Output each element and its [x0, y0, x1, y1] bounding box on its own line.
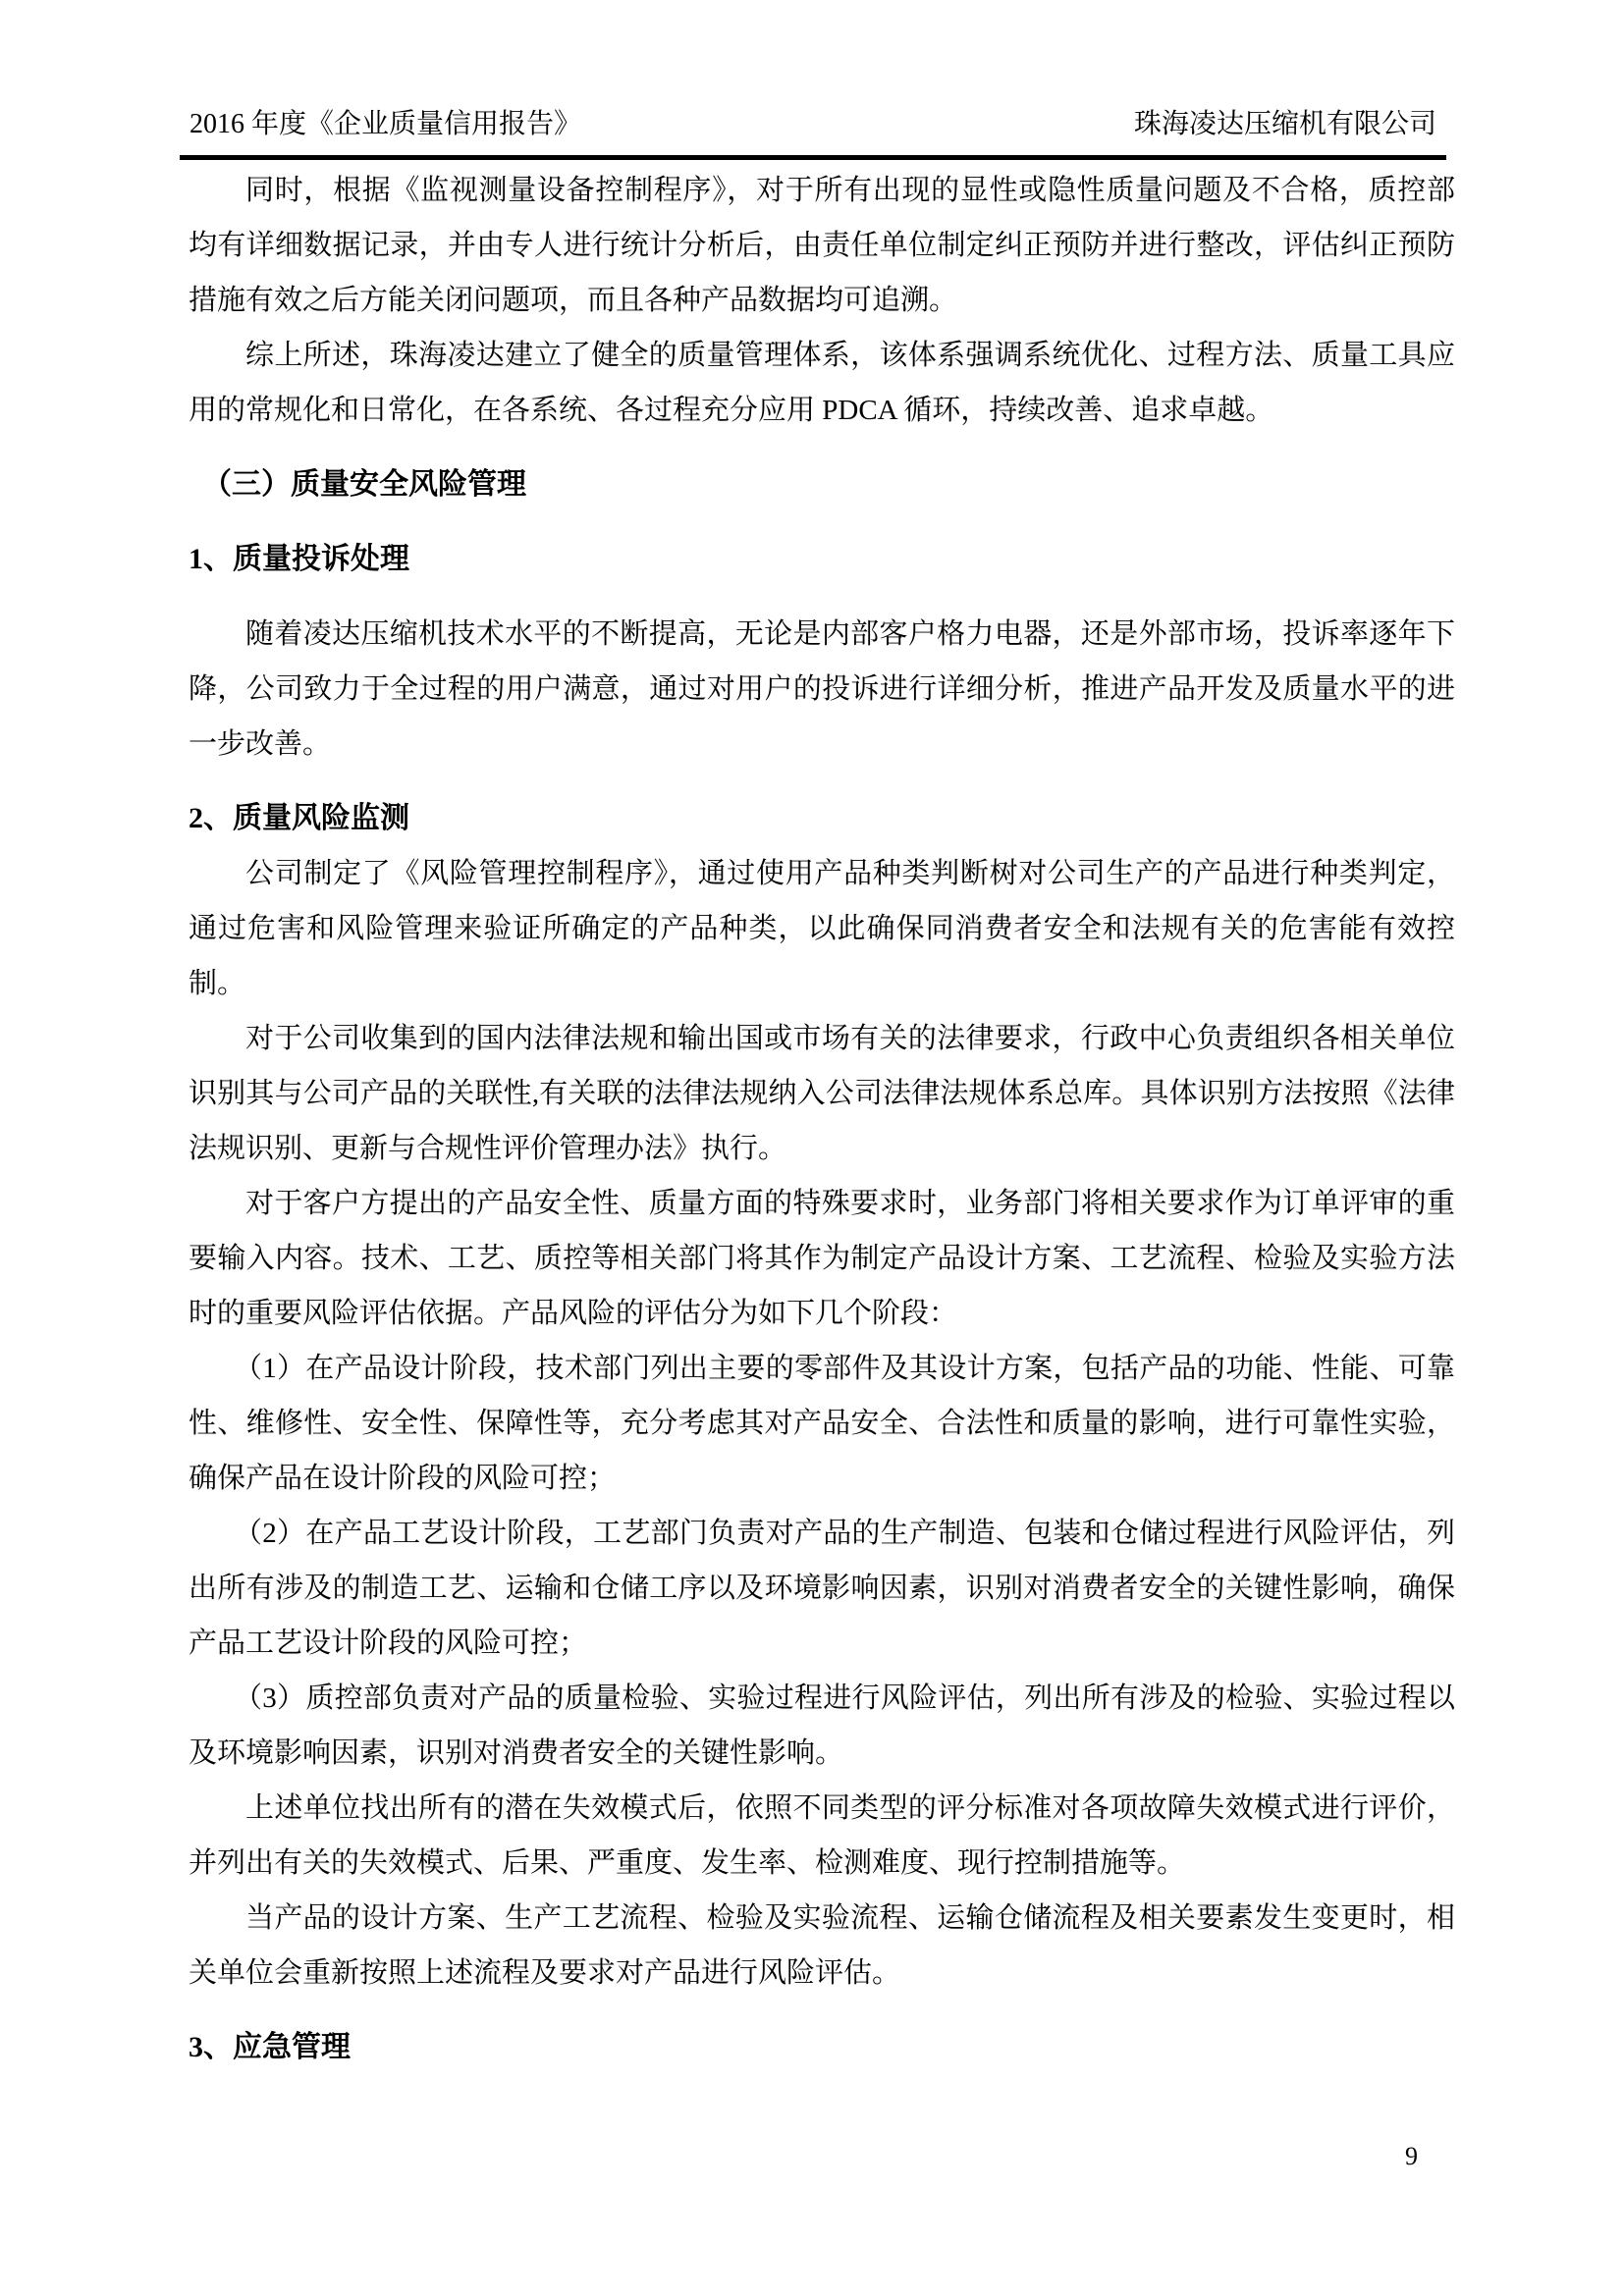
- paragraph: 同时，根据《监视测量设备控制程序》，对于所有出现的显性或隐性质量问题及不合格，质控部均有详细数据记录，并由专人进行统计分析后，由责任单位制定纠正预防并进行整改，评估纠正预防措施有效之后方能关闭问题项，而且各种产品数据均可追溯。: [189, 175, 1455, 316]
- page-number: 9: [1405, 2142, 1418, 2170]
- page-header: [180, 110, 1446, 160]
- paragraph: 综上所述，珠海凌达建立了健全的质量管理体系，该体系强调系统优化、过程方法、质量工具应用的常规化和日常化，在各系统、各过程充分应用 PDCA 循环，持续改善、追求卓越。: [189, 340, 1455, 426]
- paragraph: 随着凌达压缩机技术水平的不断提高，无论是内部客户格力电器，还是外部市场，投诉率逐年下降，公司致力于全过程的用户满意，通过对用户的投诉进行详细分析，推进产品开发及质量水平的进一步改善。: [189, 618, 1455, 760]
- paragraph: 上述单位找出所有的潜在失效模式后，依照不同类型的评分标准对各项故障失效模式进行评价，并列出有关的失效模式、后果、严重度、发生率、检测难度、现行控制措施等。: [189, 1792, 1455, 1879]
- list-paragraph: （1）在产品设计阶段，技术部门列出主要的零部件及其设计方案，包括产品的功能、性能、可靠性、维修性、安全性、保障性等，充分考虑其对产品安全、合法性和质量的影响，进行可靠性实验，确保产品在设计阶段的风险可控；: [189, 1353, 1455, 1494]
- subsection-heading: 2、质量风险监测: [189, 802, 409, 834]
- document-body: [189, 163, 1455, 2095]
- section-heading: （三）质量安全风险管理: [202, 468, 526, 501]
- subsection-heading: 1、质量投诉处理: [189, 543, 409, 575]
- paragraph: 对于客户方提出的产品安全性、质量方面的特殊要求时，业务部门将相关要求作为订单评审的重要输入内容。技术、工艺、质控等相关部门将其作为制定产品设计方案、工艺流程、检验及实验方法时的重要风险评估依据。产品风险的评估分为如下几个阶段：: [189, 1188, 1455, 1329]
- paragraph: 对于公司收集到的国内法律法规和输出国或市场有关的法律要求，行政中心负责组织各相关单位识别其与公司产品的关联性,有关联的法律法规纳入公司法律法规体系总库。具体识别方法按照《法律法规识别、更新与合规性评价管理办法》执行。: [189, 1023, 1455, 1164]
- header-company-name: 珠海凌达压缩机有限公司: [1133, 109, 1436, 139]
- paragraph: 当产品的设计方案、生产工艺流程、检验及实验流程、运输仓储流程及相关要素发生变更时，相关单位会重新按照上述流程及要求对产品进行风险评估。: [189, 1902, 1455, 1989]
- list-paragraph: （3）质控部负责对产品的质量检验、实验过程进行风险评估，列出所有涉及的检验、实验过程以及环境影响因素，识别对消费者安全的关键性影响。: [189, 1682, 1455, 1769]
- header-report-title: 2016 年度《企业质量信用报告》: [189, 109, 582, 139]
- paragraph: 公司制定了《风险管理控制程序》，通过使用产品种类判断树对公司生产的产品进行种类判定，通过危害和风险管理来验证所确定的产品种类，以此确保同消费者安全和法规有关的危害能有效控制。: [189, 858, 1455, 999]
- list-paragraph: （2）在产品工艺设计阶段，工艺部门负责对产品的生产制造、包装和仓储过程进行风险评估，列出所有涉及的制造工艺、运输和仓储工序以及环境影响因素，识别对消费者安全的关键性影响，确保产品工艺设计阶段的风险可控；: [189, 1518, 1455, 1659]
- subsection-heading: 3、应急管理: [189, 2031, 351, 2063]
